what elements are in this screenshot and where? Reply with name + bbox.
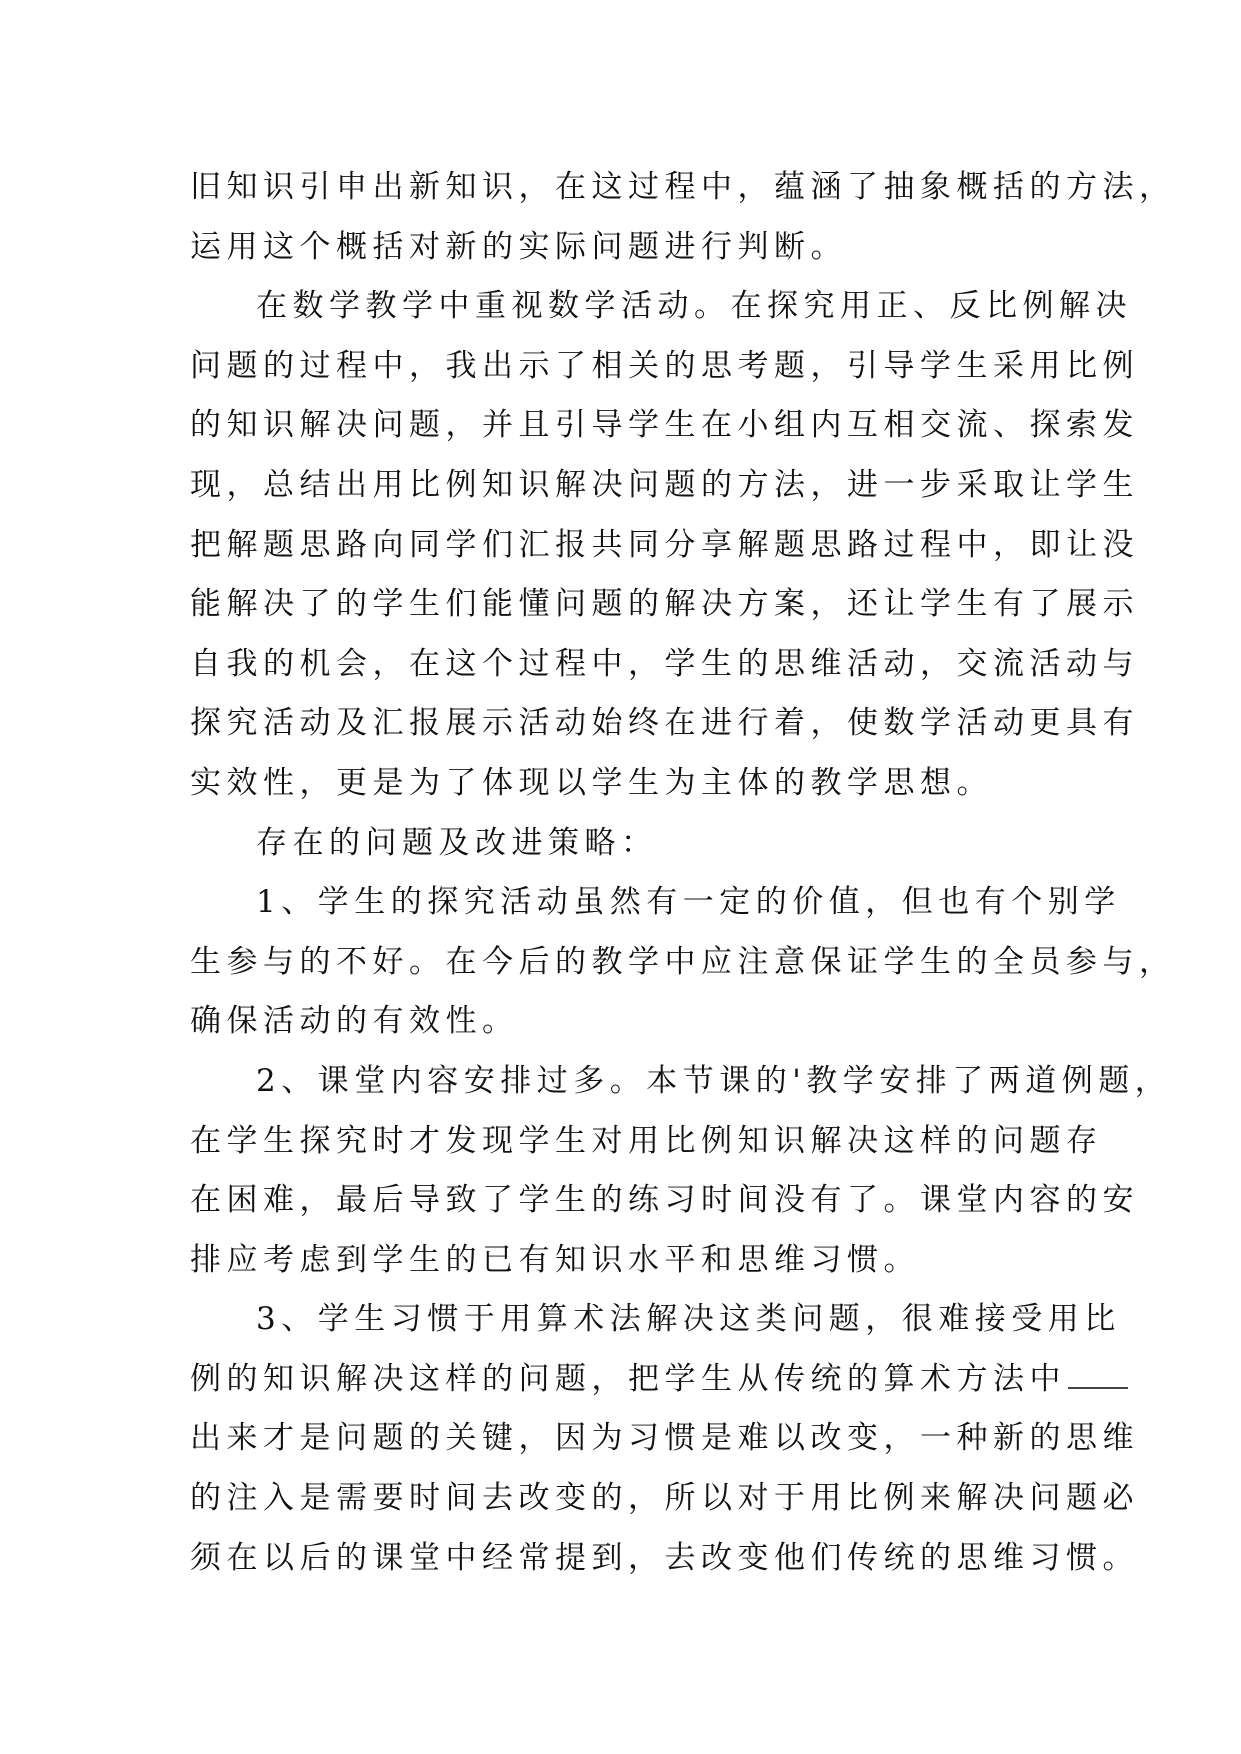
text-line: 把解题思路向同学们汇报共同分享解题思路过程中，即让没	[190, 526, 1139, 563]
text-line: 确保活动的有效性。	[190, 1003, 519, 1040]
text-line: 问题的过程中，我出示了相关的思考题，引导学生采用比例	[190, 347, 1139, 384]
text-line: 须在以后的课堂中经常提到，去改变他们传统的思维习惯。	[190, 1539, 1139, 1576]
text-line: 在困难，最后导致了学生的练习时间没有了。课堂内容的安	[190, 1182, 1139, 1219]
text-line: 实效性，更是为了体现以学生为主体的教学思想。	[190, 764, 993, 801]
paragraph-start-line: 在数学教学中重视数学活动。在探究用正、反比例解决	[256, 288, 1132, 325]
list-item-3-start: 3、学生习惯于用算术法解决这类问题，很难接受用比	[256, 1301, 1121, 1338]
text-line: 生参与的不好。在今后的教学中应注意保证学生的全员参与，	[190, 943, 1176, 980]
list-item-1-start: 1、学生的探究活动虽然有一定的价值，但也有个别学	[256, 884, 1121, 921]
text-line-with-blank	[190, 1350, 1066, 1410]
text-line: 出来才是问题的关键，因为习惯是难以改变，一种新的思维	[190, 1420, 1139, 1457]
text-line: 旧知识引申出新知识，在这过程中，蕴涵了抽象概括的方法，	[190, 169, 1176, 205]
section-heading: 存在的问题及改进策略：	[256, 824, 658, 861]
text-line-segment: 例的知识解决这样的问题，把学生从传统的算术方法中	[190, 1360, 1066, 1397]
fill-in-blank	[1068, 1361, 1128, 1389]
document-body	[190, 158, 1176, 1588]
text-line: 探究活动及汇报展示活动始终在进行着，使数学活动更具有	[190, 705, 1139, 742]
text-line: 的注入是需要时间去改变的，所以对于用比例来解决问题必	[190, 1480, 1139, 1517]
text-line: 排应考虑到学生的已有知识水平和思维习惯。	[190, 1241, 920, 1278]
text-line: 运用这个概括对新的实际问题进行判断。	[190, 228, 847, 265]
text-line: 能解决了的学生们能懂问题的解决方案，还让学生有了展示	[190, 586, 1139, 623]
list-item-2-start: 2、课堂内容安排过多。本节课的'教学安排了两道例题，	[256, 1062, 1172, 1099]
text-line: 在学生探究时才发现学生对用比例知识解决这样的问题存	[190, 1122, 1103, 1159]
text-line: 现，总结出用比例知识解决问题的方法，进一步采取让学生	[190, 466, 1139, 503]
text-line: 自我的机会，在这个过程中，学生的思维活动，交流活动与	[190, 645, 1139, 682]
text-line: 的知识解决问题，并且引导学生在小组内互相交流、探索发	[190, 407, 1139, 444]
